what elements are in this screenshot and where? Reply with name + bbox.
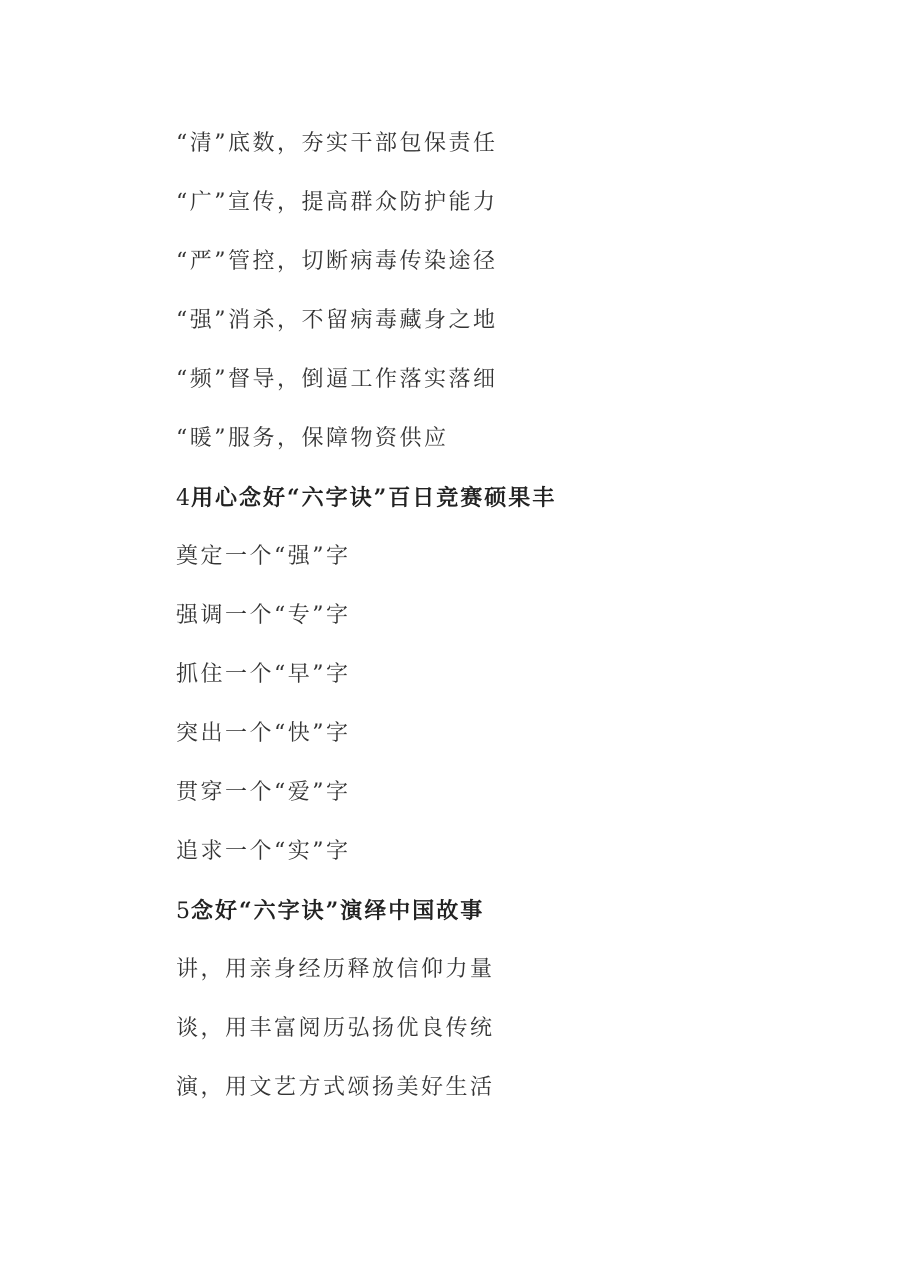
list-item: “强”消杀，不留病毒藏身之地	[176, 308, 498, 333]
list-item: “清”底数，夯实干部包保责任	[176, 131, 498, 156]
section-title: 念好“六字诀”演绎中国故事	[191, 898, 485, 924]
list-item: 讲，用亲身经历释放信仰力量	[176, 957, 495, 982]
list-item: 演，用文艺方式颂扬美好生活	[176, 1075, 495, 1100]
list-item: 抓住一个“早”字	[176, 662, 351, 687]
section-title: 用心念好“六字诀”百日竞赛硕果丰	[191, 485, 557, 511]
section-number: 4	[176, 486, 190, 511]
list-item: 谈，用丰富阅历弘扬优良传统	[176, 1016, 495, 1041]
list-item: 贯穿一个“爱”字	[176, 780, 351, 805]
list-item: 追求一个“实”字	[176, 839, 351, 864]
section-number: 5	[176, 899, 190, 924]
list-item: 突出一个“快”字	[176, 721, 351, 746]
list-item: “频”督导，倒逼工作落实落细	[176, 367, 498, 392]
document-body	[176, 125, 816, 1128]
list-item: 奠定一个“强”字	[176, 544, 351, 569]
list-item: “广”宣传，提高群众防护能力	[176, 190, 498, 215]
list-item: 强调一个“专”字	[176, 603, 351, 628]
list-item: “严”管控，切断病毒传染途径	[176, 249, 498, 274]
section-heading-5	[176, 892, 816, 951]
section-heading-4	[176, 479, 816, 538]
list-item: “暖”服务，保障物资供应	[176, 426, 449, 451]
